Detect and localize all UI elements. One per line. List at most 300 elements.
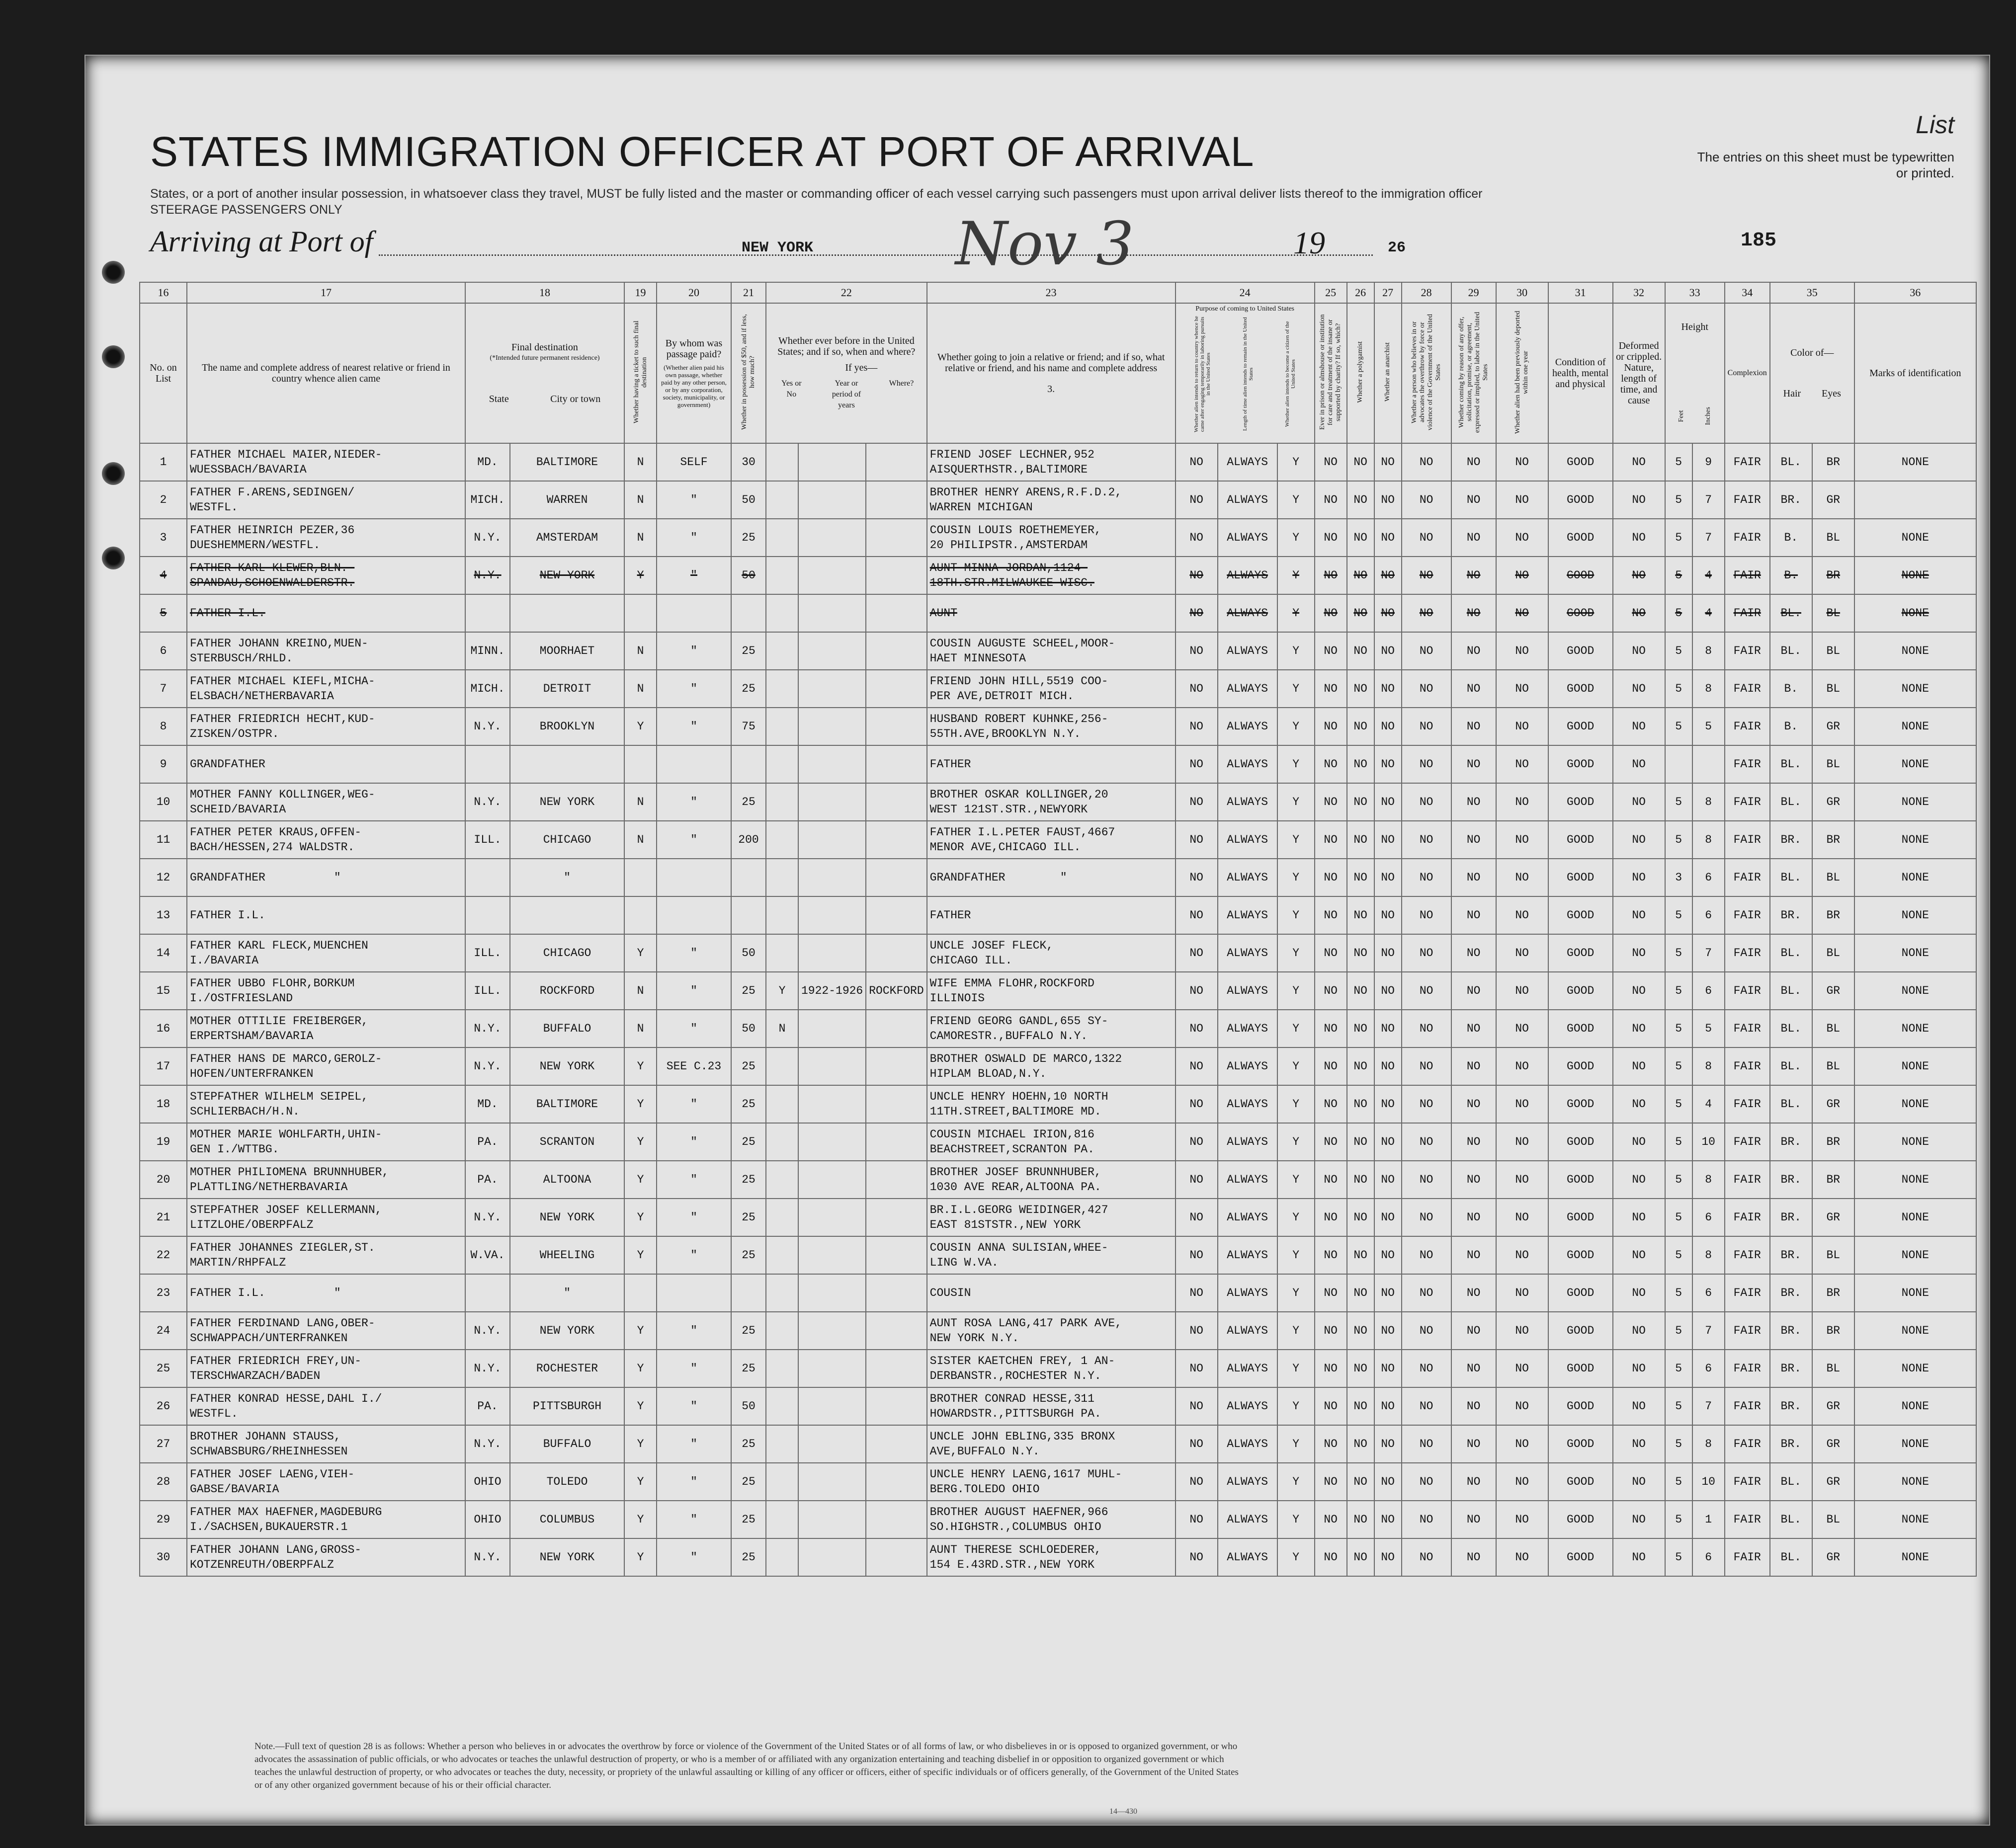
cell-money: 25 [731,1350,766,1387]
table-row [140,708,1976,745]
cell-hair-color: BR. [1770,1312,1812,1350]
cell-before-period [798,708,866,745]
cell-deformed: NO [1613,1463,1665,1501]
cell-health: GOOD [1548,972,1613,1010]
cell-height-feet: 5 [1665,972,1692,1010]
cell-overthrow: NO [1402,859,1451,896]
cell-money: 25 [731,972,766,1010]
cell-list-no: 21 [140,1199,187,1236]
table-row [140,1425,1976,1463]
cell-purpose-citizen: Y [1277,557,1315,594]
header-join [927,303,1176,443]
cell-complexion: FAIR [1725,1425,1770,1463]
column-number: 28 [1402,282,1451,303]
cell-relative-address: FATHER I.L. " [187,1274,465,1312]
arriving-label: Arriving at Port of [150,225,373,258]
cell-overthrow: NO [1402,1425,1451,1463]
cell-ever-in-prison: NO [1315,1425,1347,1463]
column-number: 18 [465,282,624,303]
cell-list-no: 10 [140,783,187,821]
header-height-title: Height [1681,321,1708,332]
cell-list-no: 4 [140,557,187,594]
cell-purpose-return: NO [1176,934,1218,972]
cell-before-where [866,1350,926,1387]
cell-list-no: 29 [140,1501,187,1538]
cell-before-in-us [766,708,798,745]
cell-health: GOOD [1548,443,1613,481]
cell-before-period [798,1501,866,1538]
cell-complexion: FAIR [1725,1350,1770,1387]
cell-complexion: FAIR [1725,670,1770,708]
cell-deported: NO [1496,1010,1548,1047]
cell-purpose-citizen: Y [1277,783,1315,821]
cell-dest-state: N.Y. [465,1010,510,1047]
header-complexion: Complexion [1725,303,1770,443]
cell-purpose-citizen: Y [1277,821,1315,859]
cell-ever-in-prison: NO [1315,1463,1347,1501]
cell-eye-color: BL [1812,670,1854,708]
form-number: 14—430 [1109,1807,1137,1816]
cell-hair-color: BL. [1770,1047,1812,1085]
header-height [1665,303,1725,443]
cell-dest-city: BALTIMORE [510,1085,624,1123]
cell-height-inches: 8 [1692,821,1725,859]
cell-list-no: 24 [140,1312,187,1350]
cell-dest-city: NEW YORK [510,1047,624,1085]
cell-money [731,594,766,632]
cell-hair-color: B. [1770,519,1812,557]
cell-before-period [798,934,866,972]
cell-polygamist: NO [1347,1085,1374,1123]
column-number: 35 [1770,282,1854,303]
manifest-rows [140,443,1976,1576]
cell-list-no: 26 [140,1387,187,1425]
cell-anarchist: NO [1374,557,1402,594]
cell-purpose-citizen: Y [1277,1010,1315,1047]
table-row [140,519,1976,557]
cell-before-in-us [766,1538,798,1576]
cell-purpose-length: ALWAYS [1218,594,1277,632]
cell-height-feet [1665,745,1692,783]
cell-list-no: 23 [140,1274,187,1312]
cell-purpose-return: NO [1176,1312,1218,1350]
cell-joining-relative: UNCLE HENRY LAENG,1617 MUHL- BERG.TOLEDO OHIO [927,1463,1176,1501]
header-join-num: 3. [1047,384,1055,395]
cell-purpose-length: ALWAYS [1218,1501,1277,1538]
cell-ever-in-prison: NO [1315,1199,1347,1236]
cell-dest-city: MOORHAET [510,632,624,670]
cell-dest-city: DETROIT [510,670,624,708]
cell-marks: NONE [1854,632,1976,670]
cell-purpose-length: ALWAYS [1218,557,1277,594]
table-row [140,1350,1976,1387]
cell-purpose-length: ALWAYS [1218,1463,1277,1501]
cell-dest-state: W.VA. [465,1236,510,1274]
cell-before-period [798,1236,866,1274]
cell-hair-color: BL. [1770,745,1812,783]
table-row [140,934,1976,972]
column-number: 17 [187,282,465,303]
cell-deported: NO [1496,783,1548,821]
cell-relative-address: FATHER I.L. [187,594,465,632]
cell-before-in-us [766,481,798,519]
cell-list-no: 25 [140,1350,187,1387]
cell-dest-city [510,896,624,934]
cell-polygamist: NO [1347,896,1374,934]
cell-purpose-return: NO [1176,1161,1218,1199]
cell-purpose-length: ALWAYS [1218,1085,1277,1123]
cell-deformed: NO [1613,896,1665,934]
cell-height-feet: 5 [1665,1463,1692,1501]
cell-ever-in-prison: NO [1315,670,1347,708]
column-number-row [140,282,1976,303]
cell-before-where [866,1463,926,1501]
dotted-line [379,254,1373,256]
cell-ticket: Y [624,1538,657,1576]
cell-before-where [866,632,926,670]
cell-hair-color: BL. [1770,594,1812,632]
cell-anarchist: NO [1374,1010,1402,1047]
header-money [731,303,766,443]
cell-purpose-length: ALWAYS [1218,1538,1277,1576]
cell-ever-in-prison: NO [1315,1387,1347,1425]
cell-dest-state: MICH. [465,670,510,708]
cell-relative-address: FATHER HEINRICH PEZER,36 DUESHEMMERN/WESTFL. [187,519,465,557]
cell-before-period [798,821,866,859]
cell-overthrow: NO [1402,1047,1451,1085]
header-ticket-text: Whether having a ticket to such final destination [632,321,648,423]
cell-joining-relative: SISTER KAETCHEN FREY, 1 AN- DERBANSTR.,ROCHESTER N.Y. [927,1350,1176,1387]
cell-relative-address: FATHER JOSEF LAENG,VIEH- GABSE/BAVARIA [187,1463,465,1501]
cell-purpose-return: NO [1176,481,1218,519]
cell-eye-color: BL [1812,745,1854,783]
cell-height-inches: 6 [1692,1199,1725,1236]
cell-polygamist: NO [1347,1274,1374,1312]
cell-ticket: Y [624,1047,657,1085]
cell-purpose-return: NO [1176,1387,1218,1425]
cell-purpose-return: NO [1176,632,1218,670]
header-health: Condition of health, mental and physical [1548,303,1613,443]
cell-height-inches: 8 [1692,783,1725,821]
table-row [140,557,1976,594]
cell-ticket: Y [624,1463,657,1501]
cell-purpose-citizen: Y [1277,1274,1315,1312]
cell-height-feet: 5 [1665,1199,1692,1236]
header-color [1770,303,1854,443]
cell-eye-color: BL [1812,1047,1854,1085]
cell-health: GOOD [1548,1387,1613,1425]
cell-contract-labor: NO [1451,594,1496,632]
cell-polygamist: NO [1347,1425,1374,1463]
cell-purpose-length: ALWAYS [1218,443,1277,481]
cell-ticket [624,745,657,783]
cell-overthrow: NO [1402,1161,1451,1199]
cell-height-inches: 6 [1692,896,1725,934]
cell-list-no: 12 [140,859,187,896]
cell-marks: NONE [1854,783,1976,821]
cell-relative-address: MOTHER PHILIOMENA BRUNNHUBER, PLATTLING/NETHERBAVARIA [187,1161,465,1199]
cell-deformed: NO [1613,1123,1665,1161]
cell-before-in-us [766,443,798,481]
cell-dest-city: ROCHESTER [510,1350,624,1387]
cell-height-feet: 5 [1665,557,1692,594]
cell-ticket: Y [624,1312,657,1350]
cell-deformed: NO [1613,745,1665,783]
cell-ever-in-prison: NO [1315,896,1347,934]
cell-overthrow: NO [1402,1010,1451,1047]
cell-dest-city: NEW YORK [510,1538,624,1576]
cell-relative-address: BROTHER JOHANN STAUSS, SCHWABSBURG/RHEINHESSEN [187,1425,465,1463]
cell-anarchist: NO [1374,594,1402,632]
cell-relative-address: STEPFATHER JOSEF KELLERMANN, LITZLOHE/OBERPFALZ [187,1199,465,1236]
cell-height-feet: 5 [1665,1010,1692,1047]
cell-contract-labor: NO [1451,745,1496,783]
cell-purpose-citizen: Y [1277,1312,1315,1350]
cell-before-where [866,821,926,859]
cell-hair-color: BL. [1770,972,1812,1010]
cell-deformed: NO [1613,443,1665,481]
cell-height-feet: 5 [1665,1312,1692,1350]
cell-dest-state [465,859,510,896]
cell-health: GOOD [1548,745,1613,783]
header-deported [1496,303,1548,443]
cell-joining-relative: FATHER [927,896,1176,934]
cell-height-inches: 8 [1692,1047,1725,1085]
cell-before-period [798,1123,866,1161]
cell-complexion: FAIR [1725,1085,1770,1123]
cell-marks: NONE [1854,1199,1976,1236]
cell-hair-color: BR. [1770,1387,1812,1425]
cell-polygamist: NO [1347,1538,1374,1576]
header-instructions [150,186,1671,218]
cell-dest-city: PITTSBURGH [510,1387,624,1425]
cell-eye-color: GR [1812,1538,1854,1576]
cell-purpose-length: ALWAYS [1218,783,1277,821]
cell-contract-labor: NO [1451,670,1496,708]
arrival-port: NEW YORK [742,240,814,256]
cell-ticket: N [624,783,657,821]
cell-before-where [866,783,926,821]
cell-height-inches: 6 [1692,972,1725,1010]
cell-health: GOOD [1548,1010,1613,1047]
cell-dest-state: N.Y. [465,1538,510,1576]
cell-joining-relative: FRIEND JOSEF LECHNER,952 AISQUERTHSTR.,BALTIMORE [927,443,1176,481]
cell-health: GOOD [1548,859,1613,896]
cell-contract-labor: NO [1451,1123,1496,1161]
cell-deported: NO [1496,632,1548,670]
cell-marks: NONE [1854,1161,1976,1199]
cell-polygamist: NO [1347,1463,1374,1501]
table-row [140,896,1976,934]
page-title: STATES IMMIGRATION OFFICER AT PORT OF ARRIVAL [150,128,1255,175]
cell-list-no: 30 [140,1538,187,1576]
table-row [140,745,1976,783]
cell-hair-color: BR. [1770,821,1812,859]
cell-before-period [798,1274,866,1312]
cell-hair-color: B. [1770,708,1812,745]
cell-ticket: N [624,670,657,708]
cell-passage-paid-by: " [657,783,731,821]
cell-dest-state: PA. [465,1387,510,1425]
cell-purpose-citizen: Y [1277,1387,1315,1425]
cell-marks: NONE [1854,1047,1976,1085]
cell-height-feet: 5 [1665,670,1692,708]
cell-dest-city: NEW YORK [510,1199,624,1236]
footnote: Note.—Full text of question 28 is as follows: Whether a person who believes in or advocates the overthrow by force or violence of the Government of the United States or of all forms of law, or who disbelieves in or is opposed to organized government, or who advocates the assassination of public officials, or who advocates or teaches the unlawful destruction of property, or who is a member of or affiliated with any organization entertaining and teaching disbelief in or opposition to organized government or which teaches the unlawful destruction of property, or who advocates or teaches the duty, necessity, or propriety of the unlawful assaulting or killing of any officer or officers, either of specific individuals or of officers generally, of the Government of the United States or of any other organized government because of his or their official character. [254,1741,1239,1790]
table-row [140,670,1976,708]
cell-marks: NONE [1854,1425,1976,1463]
cell-joining-relative: FRIEND JOHN HILL,5519 COO- PER AVE,DETROIT MICH. [927,670,1176,708]
cell-hair-color: BL. [1770,859,1812,896]
cell-purpose-citizen: Y [1277,519,1315,557]
cell-passage-paid-by [657,859,731,896]
cell-before-where [866,745,926,783]
cell-list-no: 7 [140,670,187,708]
cell-money: 50 [731,557,766,594]
cell-passage-paid-by: " [657,1350,731,1387]
cell-list-no: 5 [140,594,187,632]
cell-dest-city: NEW YORK [510,557,624,594]
cell-health: GOOD [1548,1161,1613,1199]
cell-contract-labor: NO [1451,972,1496,1010]
cell-dest-city: WHEELING [510,1236,624,1274]
cell-anarchist: NO [1374,1236,1402,1274]
cell-height-inches: 7 [1692,519,1725,557]
cell-before-where [866,1425,926,1463]
cell-marks: NONE [1854,1350,1976,1387]
cell-health: GOOD [1548,1123,1613,1161]
cell-deformed: NO [1613,1161,1665,1199]
cell-dest-city: WARREN [510,481,624,519]
cell-purpose-length: ALWAYS [1218,934,1277,972]
cell-joining-relative: BROTHER OSKAR KOLLINGER,20 WEST 121ST.STR.,NEWYORK [927,783,1176,821]
cell-health: GOOD [1548,896,1613,934]
cell-before-period [798,783,866,821]
cell-polygamist: NO [1347,745,1374,783]
cell-eye-color: GR [1812,1463,1854,1501]
cell-ticket: Y [624,1236,657,1274]
cell-deformed: NO [1613,1312,1665,1350]
cell-before-where [866,1047,926,1085]
cell-marks: NONE [1854,1010,1976,1047]
column-number: 25 [1315,282,1347,303]
cell-before-where [866,1538,926,1576]
cell-joining-relative: BROTHER AUGUST HAEFNER,966 SO.HIGHSTR.,COLUMBUS OHIO [927,1501,1176,1538]
cell-ever-in-prison: NO [1315,1047,1347,1085]
cell-passage-paid-by: " [657,1425,731,1463]
cell-before-in-us [766,783,798,821]
cell-deported: NO [1496,1350,1548,1387]
cell-overthrow: NO [1402,896,1451,934]
table-row [140,1161,1976,1199]
cell-deported: NO [1496,670,1548,708]
cell-overthrow: NO [1402,708,1451,745]
cell-hair-color: BR. [1770,1161,1812,1199]
cell-deformed: NO [1613,1387,1665,1425]
table-row [140,1463,1976,1501]
header-right [1696,110,1954,181]
column-number: 23 [927,282,1176,303]
cell-relative-address: FATHER JOHANNES ZIEGLER,ST. MARTIN/RHPFALZ [187,1236,465,1274]
column-number: 16 [140,282,187,303]
cell-before-in-us [766,1123,798,1161]
table-row [140,1199,1976,1236]
cell-joining-relative: COUSIN MICHAEL IRION,816 BEACHSTREET,SCRANTON PA. [927,1123,1176,1161]
cell-polygamist: NO [1347,557,1374,594]
cell-overthrow: NO [1402,519,1451,557]
cell-anarchist: NO [1374,1199,1402,1236]
cell-polygamist: NO [1347,1047,1374,1085]
cell-list-no: 3 [140,519,187,557]
table-row [140,1387,1976,1425]
cell-overthrow: NO [1402,1085,1451,1123]
cell-height-inches: 5 [1692,708,1725,745]
cell-relative-address: FATHER MICHAEL KIEFL,MICHA- ELSBACH/NETHERBAVARIA [187,670,465,708]
cell-before-where [866,934,926,972]
cell-complexion: FAIR [1725,896,1770,934]
cell-passage-paid-by: " [657,519,731,557]
cell-marks: NONE [1854,745,1976,783]
cell-purpose-return: NO [1176,1463,1218,1501]
cell-relative-address: FATHER MICHAEL MAIER,NIEDER- WUESSBACH/BAVARIA [187,443,465,481]
cell-contract-labor: NO [1451,1274,1496,1312]
cell-overthrow: NO [1402,934,1451,972]
cell-health: GOOD [1548,1463,1613,1501]
cell-purpose-citizen: Y [1277,1501,1315,1538]
cell-contract-labor: NO [1451,1199,1496,1236]
cell-deformed: NO [1613,670,1665,708]
cell-ticket: Y [624,1387,657,1425]
cell-before-period [798,1010,866,1047]
cell-relative-address: MOTHER OTTILIE FREIBERGER, ERPERTSHAM/BAVARIA [187,1010,465,1047]
cell-height-inches: 7 [1692,934,1725,972]
cell-passage-paid-by: " [657,670,731,708]
cell-contract-labor: NO [1451,632,1496,670]
cell-ticket [624,1274,657,1312]
cell-purpose-length: ALWAYS [1218,859,1277,896]
cell-dest-state: MINN. [465,632,510,670]
cell-ticket: N [624,1010,657,1047]
cell-hair-color: BR. [1770,1236,1812,1274]
cell-overthrow: NO [1402,972,1451,1010]
cell-passage-paid-by: " [657,1199,731,1236]
cell-purpose-citizen: Y [1277,1463,1315,1501]
cell-anarchist: NO [1374,1538,1402,1576]
cell-joining-relative: BROTHER OSWALD DE MARCO,1322 HIPLAM BLOAD,N.Y. [927,1047,1176,1085]
cell-eye-color: BL [1812,1236,1854,1274]
cell-anarchist: NO [1374,1463,1402,1501]
cell-purpose-return: NO [1176,821,1218,859]
cell-complexion: FAIR [1725,481,1770,519]
cell-purpose-return: NO [1176,1350,1218,1387]
cell-relative-address: FATHER HANS DE MARCO,GEROLZ- HOFEN/UNTERFRANKEN [187,1047,465,1085]
cell-dest-state: MD. [465,1085,510,1123]
cell-ticket: N [624,972,657,1010]
cell-deformed: NO [1613,821,1665,859]
cell-before-where [866,1085,926,1123]
cell-purpose-return: NO [1176,1047,1218,1085]
cell-polygamist: NO [1347,859,1374,896]
table-row [140,783,1976,821]
cell-eye-color: BL [1812,1350,1854,1387]
header-before-us [766,303,927,443]
cell-health: GOOD [1548,934,1613,972]
cell-deformed: NO [1613,1236,1665,1274]
cell-polygamist: NO [1347,594,1374,632]
cell-money: 200 [731,821,766,859]
cell-deformed: NO [1613,519,1665,557]
cell-contract-labor: NO [1451,1538,1496,1576]
